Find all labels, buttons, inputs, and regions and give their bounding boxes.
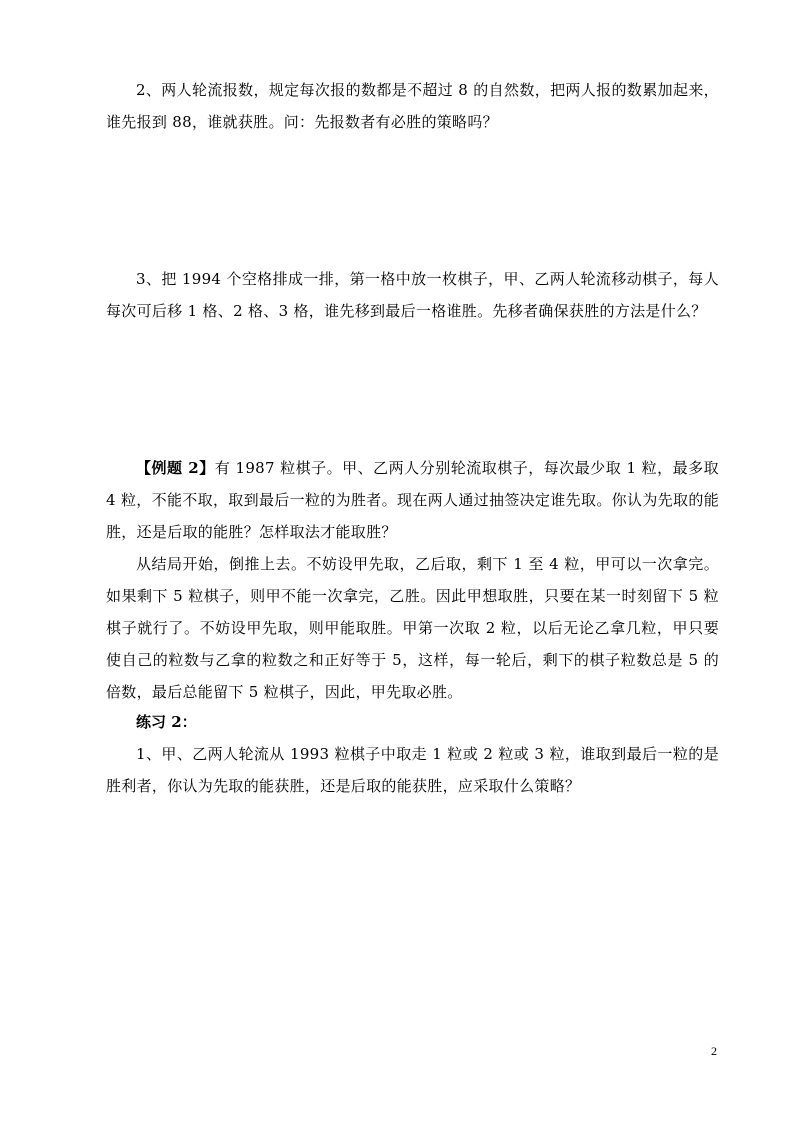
practice-2-problem-1: 1、甲、乙两人轮流从 1993 粒棋子中取走 1 粒或 2 粒或 3 粒，谁取到最后一粒的是胜利者，你认为先取的能获胜，还是后取的能获胜，应采取什么策略？ (106, 745, 719, 795)
example-2-question-text: 有 1987 粒棋子。甲、乙两人分别轮流取棋子，每次最少取 1 粒，最多取 4 粒，不能不取，取到最后一粒的为胜者。现在两人通过抽签决定谁先取。你认为先取的能胜，还是后取的能胜？怎样取法才能取胜？ (106, 459, 719, 541)
example-2-label: 【例题 2】 (136, 459, 215, 477)
example-2-question (106, 452, 719, 548)
practice-2-title: 练习 2： (136, 713, 197, 731)
example-2-solution: 从结局开始，倒推上去。不妨设甲先取，乙后取，剩下 1 至 4 粒，甲可以一次拿完。如果剩下 5 粒棋子，则甲不能一次拿完，乙胜。因此甲想取胜，只要在某一时刻留下 5 粒棋子就行了。不妨设甲先取，则甲能取胜。甲第一次取 2 粒，以后无论乙拿几粒，甲只要使自己的粒数与乙拿的粒数之和正好等于 5，这样，每一轮后，剩下的棋子粒数总是 5 的倍数，最后总能留下 5 粒棋子，因此，甲先取必胜。 (106, 555, 719, 701)
problem-2: 2、两人轮流报数，规定每次报的数都是不超过 8 的自然数，把两人报的数累加起来，谁先报到 88，谁就获胜。问：先报数者有必胜的策略吗？ (106, 81, 719, 131)
page-number: 2 (711, 1044, 717, 1058)
problem-3: 3、把 1994 个空格排成一排，第一格中放一枚棋子，甲、乙两人轮流移动棋子，每人每次可后移 1 格、2 格、3 格，谁先移到最后一格谁胜。先移者确保获胜的方法是什么？ (106, 270, 719, 320)
